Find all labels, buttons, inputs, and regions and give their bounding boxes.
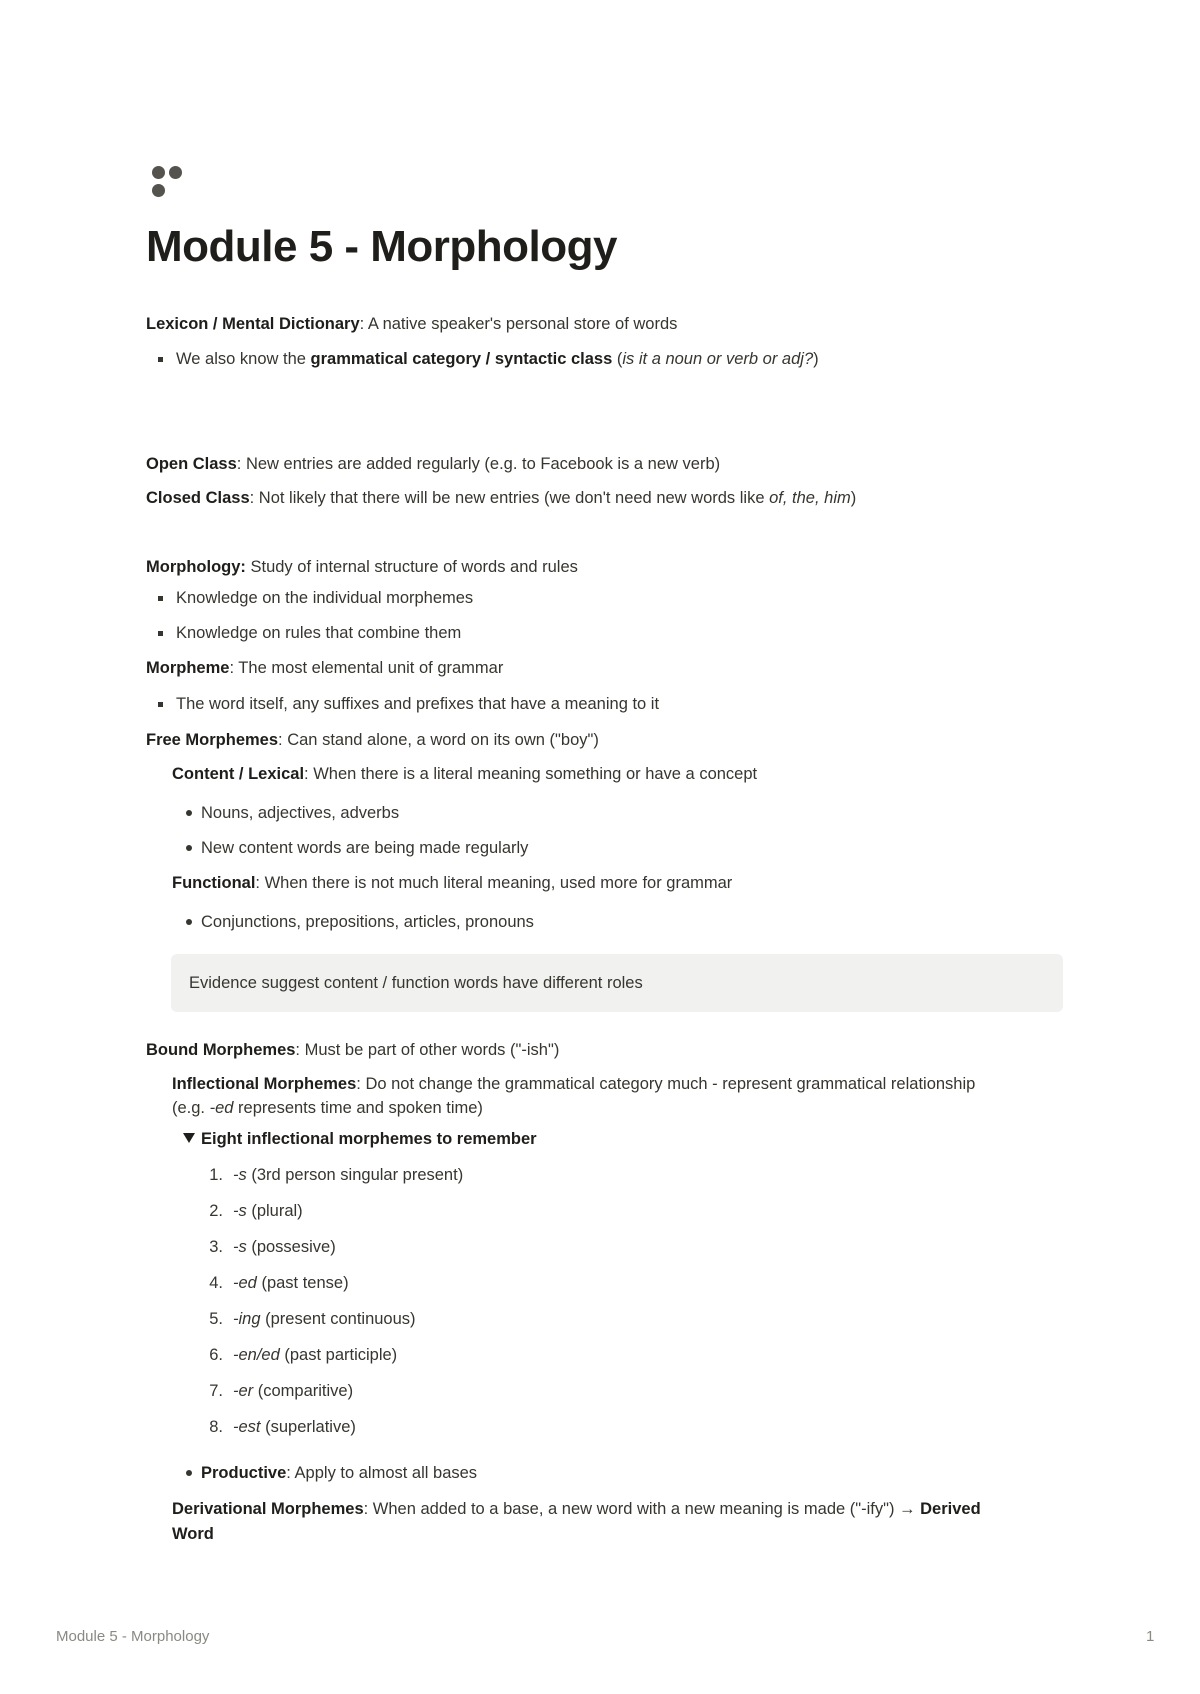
list-item: Knowledge on rules that combine them [176,624,462,642]
page-title: Module 5 - Morphology [146,222,618,271]
open-class-definition: Open Class: New entries are added regularly (e.g. to Facebook is a new verb) [146,455,721,473]
callout-box [171,954,1063,1012]
bullet-icon [158,702,163,707]
toggle-caret-icon[interactable] [183,1133,195,1143]
derivational-definition: Derivational Morphemes: When added to a base, a new word with a new meaning is made ("-ify") → Derived [172,1500,981,1518]
list-number: 7. [209,1382,223,1400]
list-number: 2. [209,1202,223,1220]
inflectional-definition-line2: (e.g. -ed represents time and spoken time) [172,1099,483,1117]
content-lexical-definition: Content / Lexical: When there is a literal meaning something or have a concept [172,765,758,783]
bullet-icon [186,1470,192,1476]
list-number: 8. [209,1418,223,1436]
list-item: -er (comparitive) [233,1382,354,1400]
morpheme-definition: Morpheme: The most elemental unit of grammar [146,659,504,677]
productive-definition: Productive: Apply to almost all bases [201,1464,478,1482]
morphology-definition: Morphology: Study of internal structure of words and rules [146,558,578,576]
page-icon [152,166,202,182]
list-item: Conjunctions, prepositions, articles, pronouns [201,913,534,931]
bullet-icon [158,357,163,362]
list-item: New content words are being made regularly [201,839,529,857]
bound-morphemes-definition: Bound Morphemes: Must be part of other words ("-ish") [146,1041,560,1059]
list-item: We also know the grammatical category / syntactic class (is it a noun or verb or adj?) [176,350,819,368]
page-number: 1 [1146,1628,1155,1645]
functional-definition: Functional: When there is not much literal meaning, used more for grammar [172,874,733,892]
bullet-icon [158,596,163,601]
list-number: 6. [209,1346,223,1364]
list-item: Nouns, adjectives, adverbs [201,804,400,822]
list-item: The word itself, any suffixes and prefixes that have a meaning to it [176,695,660,713]
list-item: -est (superlative) [233,1418,356,1436]
list-number: 3. [209,1238,223,1256]
lexicon-definition: Lexicon / Mental Dictionary: A native speaker's personal store of words [146,315,678,333]
list-item: -en/ed (past participle) [233,1346,398,1364]
list-number: 1. [209,1166,223,1184]
list-item: -s (possesive) [233,1238,336,1256]
derivational-definition-line2: Word [172,1525,214,1543]
list-item: Knowledge on the individual morphemes [176,589,474,607]
list-number: 4. [209,1274,223,1292]
list-item: -ing (present continuous) [233,1310,416,1328]
bullet-icon [186,845,192,851]
list-item: -ed (past tense) [233,1274,349,1292]
list-item: -s (plural) [233,1202,303,1220]
free-morphemes-definition: Free Morphemes: Can stand alone, a word on its own ("boy") [146,731,599,749]
bullet-icon [186,810,192,816]
bullet-icon [158,631,163,636]
callout-text: Evidence suggest content / function words have different roles [189,974,643,992]
footer-title: Module 5 - Morphology [56,1628,210,1645]
closed-class-definition: Closed Class: Not likely that there will be new entries (we don't need new words like of, the, him) [146,489,857,507]
inflectional-definition: Inflectional Morphemes: Do not change the grammatical category much - represent grammatical relationship [172,1075,976,1093]
list-number: 5. [209,1310,223,1328]
toggle-heading[interactable]: Eight inflectional morphemes to remember [201,1130,537,1148]
bullet-icon [186,919,192,925]
list-item: -s (3rd person singular present) [233,1166,464,1184]
